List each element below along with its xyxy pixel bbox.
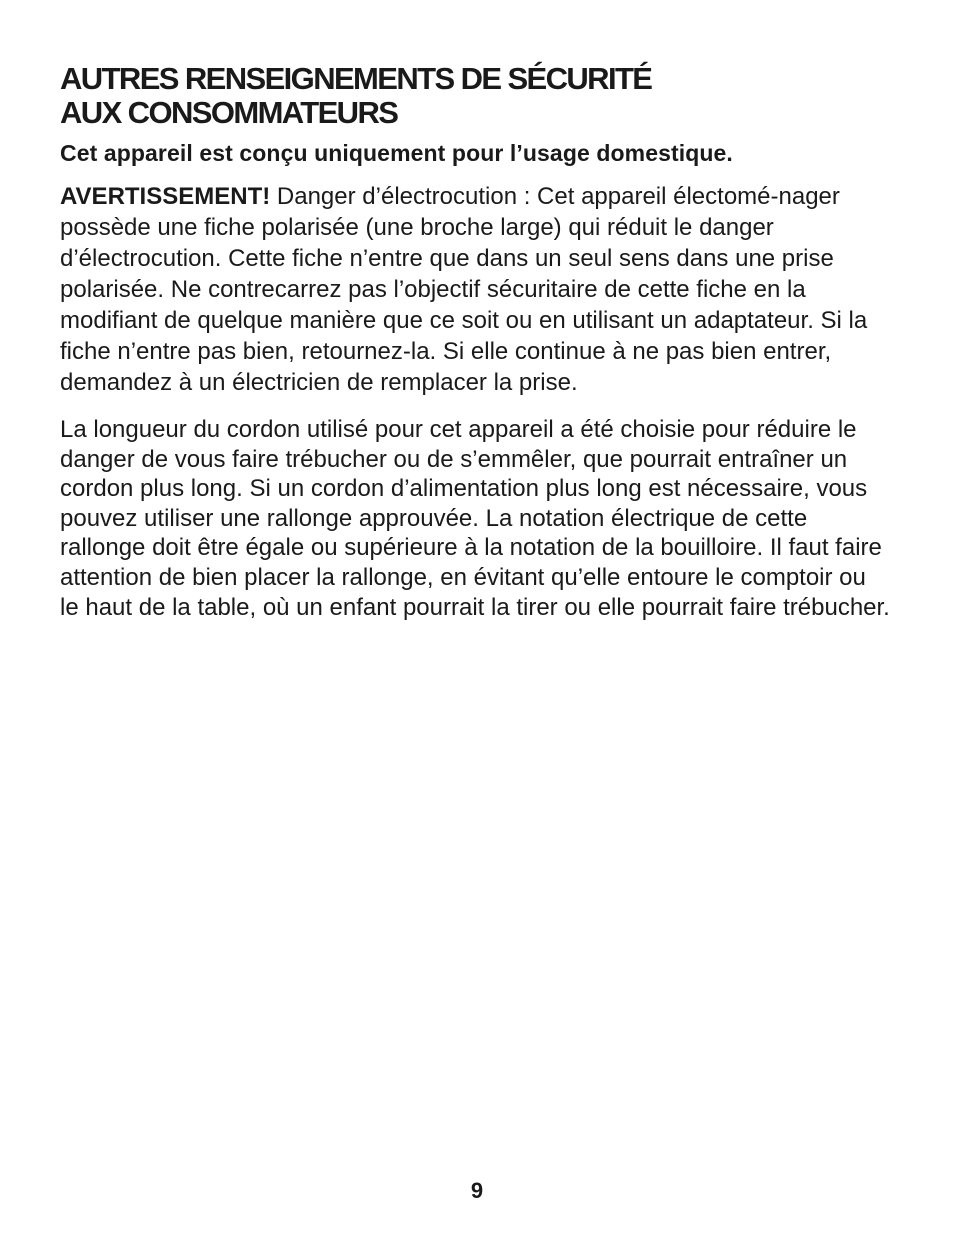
page-title-line-2: AUX CONSOMMATEURS (60, 95, 398, 130)
warning-text: Danger d’électrocution : Cet appareil électomé-nager possède une fiche polarisée (une broche large) qui réduit le danger d’électrocution. Cette fiche n’entre que dans un seul sens dans une prise polarisée. Ne contrecarrez pas l’objectif sécuritaire de cette fiche en la modifiant de quelque manière que ce soit ou en utilisant un adaptateur. Si la fiche n’entre pas bien, retournez-la. Si elle continue à ne pas bien entrer, demandez à un électricien de remplacer la prise. (60, 183, 868, 396)
household-use-notice: Cet appareil est conçu uniquement pour l’usage domestique. (60, 140, 733, 166)
page-title (60, 62, 890, 130)
warning-label: AVERTISSEMENT! (60, 183, 271, 210)
cord-paragraph: La longueur du cordon utilisé pour cet appareil a été choisie pour réduire le danger de vous faire trébucher ou de s’emmêler, que pourrait entraîner un cordon plus long. Si un cordon d’alimentation plus long est nécessaire, vous pouvez utiliser une rallonge approuvée. La notation électrique de cette rallonge doit être égale ou supérieure à la notation de la bouilloire. Il faut faire attention de bien placer la rallonge, en évitant qu’elle entoure le comptoir ou le haut de la table, où un enfant pourrait la tirer ou elle pourrait faire trébucher. (60, 416, 890, 621)
manual-page (60, 62, 890, 622)
warning-paragraph (60, 181, 890, 398)
page-number: 9 (470, 1178, 484, 1203)
page-title-line-1: AUTRES RENSEIGNEMENTS DE SÉCURITÉ (60, 61, 652, 96)
